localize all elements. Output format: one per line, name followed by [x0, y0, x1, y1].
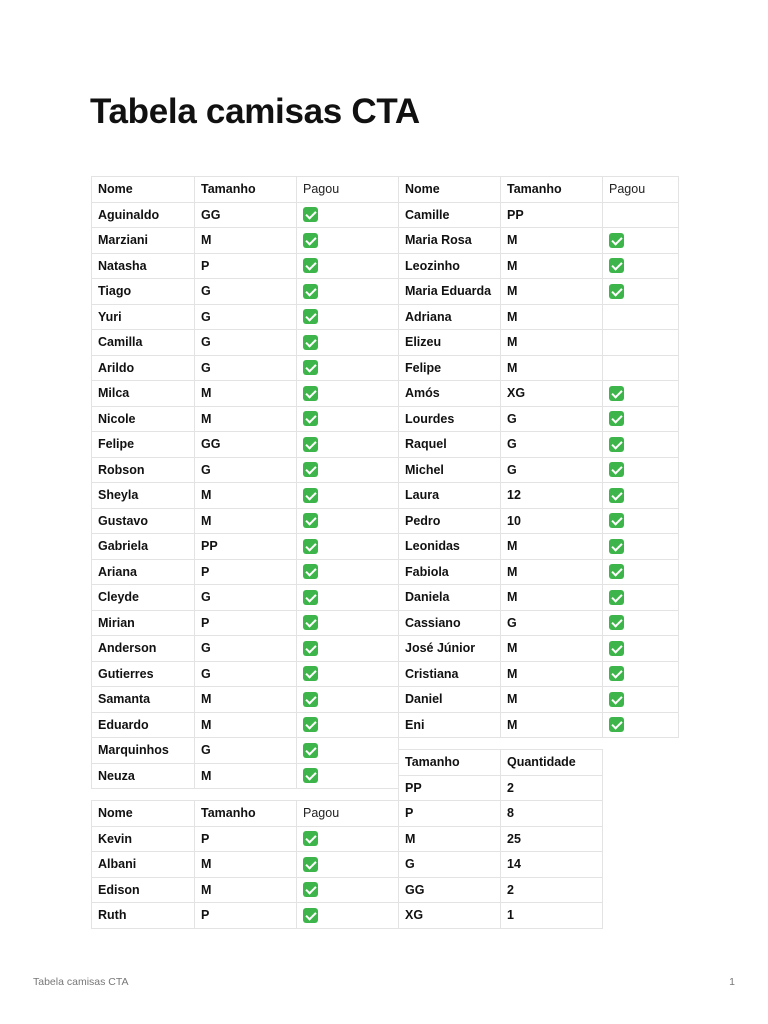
- check-mark-icon: [609, 590, 624, 605]
- check-mark-icon: [609, 488, 624, 503]
- check-mark-icon: [303, 882, 318, 897]
- size-cell: M: [195, 381, 297, 407]
- table-row: [92, 508, 399, 534]
- paid-cell: [603, 406, 679, 432]
- table-row: [92, 355, 399, 381]
- table-header-row: [399, 750, 603, 776]
- table-row: [399, 801, 603, 827]
- paid-cell: [603, 253, 679, 279]
- name-cell: Marziani: [92, 228, 195, 254]
- name-cell: Felipe: [399, 355, 501, 381]
- size-cell: M: [501, 712, 603, 738]
- quantity-cell: 8: [501, 801, 603, 827]
- paid-cell: [297, 826, 399, 852]
- page-title: Tabela camisas CTA: [90, 92, 420, 131]
- paid-cell: [297, 202, 399, 228]
- header-size: Tamanho: [195, 177, 297, 203]
- size-cell: GG: [399, 877, 501, 903]
- table-row: [92, 763, 399, 789]
- paid-cell: [603, 712, 679, 738]
- table-row: [399, 508, 679, 534]
- name-cell: Fabiola: [399, 559, 501, 585]
- name-cell: Gustavo: [92, 508, 195, 534]
- size-cell: P: [195, 253, 297, 279]
- table-row: [399, 457, 679, 483]
- size-cell: GG: [195, 202, 297, 228]
- size-cell: P: [195, 826, 297, 852]
- size-cell: G: [195, 585, 297, 611]
- check-mark-icon: [609, 411, 624, 426]
- size-cell: M: [195, 712, 297, 738]
- size-cell: M: [501, 534, 603, 560]
- check-mark-icon: [303, 207, 318, 222]
- table-header-row: [92, 177, 399, 203]
- table-row: [92, 406, 399, 432]
- size-cell: M: [195, 877, 297, 903]
- name-cell: Elizeu: [399, 330, 501, 356]
- size-cell: G: [399, 852, 501, 878]
- paid-cell: [603, 585, 679, 611]
- size-cell: M: [501, 228, 603, 254]
- size-cell: M: [195, 508, 297, 534]
- table-row: [92, 279, 399, 305]
- name-cell: Aguinaldo: [92, 202, 195, 228]
- table-row: [399, 228, 679, 254]
- size-cell: P: [399, 801, 501, 827]
- check-mark-icon: [303, 831, 318, 846]
- check-mark-icon: [609, 666, 624, 681]
- paid-cell: [603, 202, 679, 228]
- name-cell: Daniela: [399, 585, 501, 611]
- name-cell: Mirian: [92, 610, 195, 636]
- table-row: [399, 406, 679, 432]
- table-row: [92, 852, 399, 878]
- check-mark-icon: [609, 284, 624, 299]
- check-mark-icon: [609, 539, 624, 554]
- check-mark-icon: [303, 768, 318, 783]
- name-cell: Maria Eduarda: [399, 279, 501, 305]
- size-cell: G: [195, 661, 297, 687]
- paid-cell: [603, 687, 679, 713]
- size-cell: G: [501, 610, 603, 636]
- table-row: [399, 826, 603, 852]
- check-mark-icon: [303, 857, 318, 872]
- paid-cell: [297, 228, 399, 254]
- paid-cell: [603, 330, 679, 356]
- size-cell: M: [501, 304, 603, 330]
- check-mark-icon: [303, 258, 318, 273]
- header-name: Nome: [92, 801, 195, 827]
- name-cell: Ruth: [92, 903, 195, 929]
- paid-cell: [297, 381, 399, 407]
- name-cell: Milca: [92, 381, 195, 407]
- check-mark-icon: [303, 233, 318, 248]
- check-mark-icon: [303, 908, 318, 923]
- name-cell: José Júnior: [399, 636, 501, 662]
- paid-cell: [603, 534, 679, 560]
- size-cell: M: [501, 636, 603, 662]
- table-row: [399, 253, 679, 279]
- size-cell: P: [195, 903, 297, 929]
- paid-cell: [297, 279, 399, 305]
- paid-cell: [603, 381, 679, 407]
- paid-cell: [297, 852, 399, 878]
- size-cell: G: [195, 304, 297, 330]
- check-mark-icon: [303, 335, 318, 350]
- shirt-table-2: [398, 176, 679, 738]
- table-row: [399, 355, 679, 381]
- paid-cell: [603, 304, 679, 330]
- check-mark-icon: [303, 615, 318, 630]
- header-size: Tamanho: [501, 177, 603, 203]
- check-mark-icon: [303, 666, 318, 681]
- table-row: [92, 661, 399, 687]
- paid-cell: [297, 738, 399, 764]
- quantity-cell: 25: [501, 826, 603, 852]
- paid-cell: [297, 406, 399, 432]
- paid-cell: [297, 304, 399, 330]
- table-row: [92, 712, 399, 738]
- table-row: [92, 738, 399, 764]
- size-cell: M: [195, 228, 297, 254]
- paid-cell: [297, 355, 399, 381]
- table-row: [399, 202, 679, 228]
- table-row: [399, 330, 679, 356]
- table-row: [399, 687, 679, 713]
- table-row: [399, 775, 603, 801]
- size-cell: PP: [501, 202, 603, 228]
- check-mark-icon: [609, 513, 624, 528]
- name-cell: Lourdes: [399, 406, 501, 432]
- size-cell: G: [195, 330, 297, 356]
- name-cell: Marquinhos: [92, 738, 195, 764]
- check-mark-icon: [303, 309, 318, 324]
- size-cell: G: [501, 406, 603, 432]
- name-cell: Ariana: [92, 559, 195, 585]
- table-row: [399, 534, 679, 560]
- header-name: Nome: [399, 177, 501, 203]
- name-cell: Maria Rosa: [399, 228, 501, 254]
- name-cell: Robson: [92, 457, 195, 483]
- check-mark-icon: [609, 717, 624, 732]
- name-cell: Michel: [399, 457, 501, 483]
- page-number: 1: [729, 976, 735, 988]
- size-cell: GG: [195, 432, 297, 458]
- check-mark-icon: [609, 564, 624, 579]
- name-cell: Tiago: [92, 279, 195, 305]
- paid-cell: [297, 432, 399, 458]
- name-cell: Pedro: [399, 508, 501, 534]
- paid-cell: [297, 534, 399, 560]
- size-cell: M: [195, 763, 297, 789]
- name-cell: Raquel: [399, 432, 501, 458]
- table-row: [92, 559, 399, 585]
- name-cell: Natasha: [92, 253, 195, 279]
- paid-cell: [297, 330, 399, 356]
- check-mark-icon: [303, 462, 318, 477]
- header-paid: Pagou: [297, 801, 399, 827]
- size-cell: M: [195, 687, 297, 713]
- size-cell: M: [501, 279, 603, 305]
- size-cell: PP: [195, 534, 297, 560]
- table-row: [92, 903, 399, 929]
- paid-cell: [297, 585, 399, 611]
- table-row: [399, 877, 603, 903]
- paid-cell: [297, 636, 399, 662]
- table-row: [92, 483, 399, 509]
- paid-cell: [297, 687, 399, 713]
- check-mark-icon: [609, 641, 624, 656]
- paid-cell: [297, 483, 399, 509]
- table-row: [92, 330, 399, 356]
- size-cell: M: [399, 826, 501, 852]
- name-cell: Cleyde: [92, 585, 195, 611]
- quantity-cell: 2: [501, 775, 603, 801]
- name-cell: Neuza: [92, 763, 195, 789]
- name-cell: Sheyla: [92, 483, 195, 509]
- check-mark-icon: [303, 717, 318, 732]
- check-mark-icon: [303, 513, 318, 528]
- paid-cell: [603, 432, 679, 458]
- size-cell: M: [195, 406, 297, 432]
- table-row: [92, 432, 399, 458]
- paid-cell: [603, 559, 679, 585]
- paid-cell: [297, 457, 399, 483]
- footer-title: Tabela camisas CTA: [33, 976, 129, 988]
- check-mark-icon: [303, 743, 318, 758]
- shirt-table-3: [91, 800, 399, 929]
- table-row: [92, 687, 399, 713]
- quantity-cell: 2: [501, 877, 603, 903]
- quantity-cell: 1: [501, 903, 603, 929]
- size-cell: 12: [501, 483, 603, 509]
- header-paid: Pagou: [603, 177, 679, 203]
- size-cell: P: [195, 559, 297, 585]
- header-quantity: Quantidade: [501, 750, 603, 776]
- size-cell: G: [195, 279, 297, 305]
- size-cell: M: [195, 483, 297, 509]
- table-row: [92, 585, 399, 611]
- check-mark-icon: [609, 233, 624, 248]
- name-cell: Eni: [399, 712, 501, 738]
- table-row: [92, 228, 399, 254]
- table-row: [399, 610, 679, 636]
- table-row: [92, 381, 399, 407]
- paid-cell: [603, 610, 679, 636]
- shirt-table-1: [91, 176, 399, 789]
- name-cell: Cassiano: [399, 610, 501, 636]
- table-row: [399, 712, 679, 738]
- paid-cell: [603, 636, 679, 662]
- check-mark-icon: [303, 641, 318, 656]
- table-row: [92, 610, 399, 636]
- name-cell: Adriana: [399, 304, 501, 330]
- paid-cell: [297, 253, 399, 279]
- name-cell: Amós: [399, 381, 501, 407]
- table-row: [92, 253, 399, 279]
- header-name: Nome: [92, 177, 195, 203]
- name-cell: Nicole: [92, 406, 195, 432]
- table-row: [92, 457, 399, 483]
- table-row: [92, 202, 399, 228]
- size-cell: G: [195, 355, 297, 381]
- name-cell: Arildo: [92, 355, 195, 381]
- name-cell: Gabriela: [92, 534, 195, 560]
- table-row: [399, 304, 679, 330]
- table-row: [399, 903, 603, 929]
- table-row: [399, 852, 603, 878]
- table-row: [92, 534, 399, 560]
- check-mark-icon: [303, 590, 318, 605]
- paid-cell: [297, 508, 399, 534]
- header-size: Tamanho: [399, 750, 501, 776]
- table-header-row: [399, 177, 679, 203]
- paid-cell: [297, 661, 399, 687]
- size-cell: 10: [501, 508, 603, 534]
- name-cell: Daniel: [399, 687, 501, 713]
- table-row: [399, 279, 679, 305]
- check-mark-icon: [609, 386, 624, 401]
- name-cell: Laura: [399, 483, 501, 509]
- table-header-row: [92, 801, 399, 827]
- paid-cell: [603, 228, 679, 254]
- size-cell: M: [501, 661, 603, 687]
- check-mark-icon: [303, 539, 318, 554]
- table-row: [92, 826, 399, 852]
- name-cell: Cristiana: [399, 661, 501, 687]
- check-mark-icon: [609, 692, 624, 707]
- name-cell: Leozinho: [399, 253, 501, 279]
- name-cell: Felipe: [92, 432, 195, 458]
- check-mark-icon: [303, 564, 318, 579]
- paid-cell: [297, 559, 399, 585]
- paid-cell: [297, 712, 399, 738]
- name-cell: Albani: [92, 852, 195, 878]
- table-row: [399, 432, 679, 458]
- size-cell: G: [195, 457, 297, 483]
- paid-cell: [297, 877, 399, 903]
- name-cell: Eduardo: [92, 712, 195, 738]
- paid-cell: [603, 483, 679, 509]
- size-cell: M: [501, 330, 603, 356]
- paid-cell: [603, 279, 679, 305]
- size-cell: XG: [399, 903, 501, 929]
- table-row: [399, 483, 679, 509]
- paid-cell: [603, 457, 679, 483]
- size-cell: G: [195, 738, 297, 764]
- table-row: [92, 636, 399, 662]
- name-cell: Gutierres: [92, 661, 195, 687]
- paid-cell: [603, 508, 679, 534]
- size-summary-table: [398, 749, 603, 929]
- size-cell: PP: [399, 775, 501, 801]
- size-cell: M: [501, 585, 603, 611]
- check-mark-icon: [303, 437, 318, 452]
- size-cell: G: [501, 432, 603, 458]
- check-mark-icon: [303, 692, 318, 707]
- name-cell: Leonidas: [399, 534, 501, 560]
- check-mark-icon: [303, 411, 318, 426]
- header-size: Tamanho: [195, 801, 297, 827]
- name-cell: Kevin: [92, 826, 195, 852]
- size-cell: M: [195, 852, 297, 878]
- size-cell: M: [501, 253, 603, 279]
- table-row: [399, 585, 679, 611]
- table-row: [399, 381, 679, 407]
- table-row: [92, 877, 399, 903]
- check-mark-icon: [609, 615, 624, 630]
- check-mark-icon: [609, 437, 624, 452]
- size-cell: XG: [501, 381, 603, 407]
- name-cell: Anderson: [92, 636, 195, 662]
- table-row: [92, 304, 399, 330]
- size-cell: M: [501, 355, 603, 381]
- check-mark-icon: [303, 386, 318, 401]
- header-paid: Pagou: [297, 177, 399, 203]
- check-mark-icon: [303, 360, 318, 375]
- size-cell: G: [195, 636, 297, 662]
- table-row: [399, 661, 679, 687]
- check-mark-icon: [303, 284, 318, 299]
- name-cell: Samanta: [92, 687, 195, 713]
- check-mark-icon: [609, 258, 624, 273]
- paid-cell: [603, 355, 679, 381]
- name-cell: Camilla: [92, 330, 195, 356]
- name-cell: Camille: [399, 202, 501, 228]
- quantity-cell: 14: [501, 852, 603, 878]
- size-cell: G: [501, 457, 603, 483]
- name-cell: Edison: [92, 877, 195, 903]
- table-row: [399, 559, 679, 585]
- paid-cell: [297, 903, 399, 929]
- name-cell: Yuri: [92, 304, 195, 330]
- size-cell: M: [501, 687, 603, 713]
- size-cell: P: [195, 610, 297, 636]
- table-row: [399, 636, 679, 662]
- paid-cell: [603, 661, 679, 687]
- check-mark-icon: [609, 462, 624, 477]
- check-mark-icon: [303, 488, 318, 503]
- size-cell: M: [501, 559, 603, 585]
- paid-cell: [297, 763, 399, 789]
- paid-cell: [297, 610, 399, 636]
